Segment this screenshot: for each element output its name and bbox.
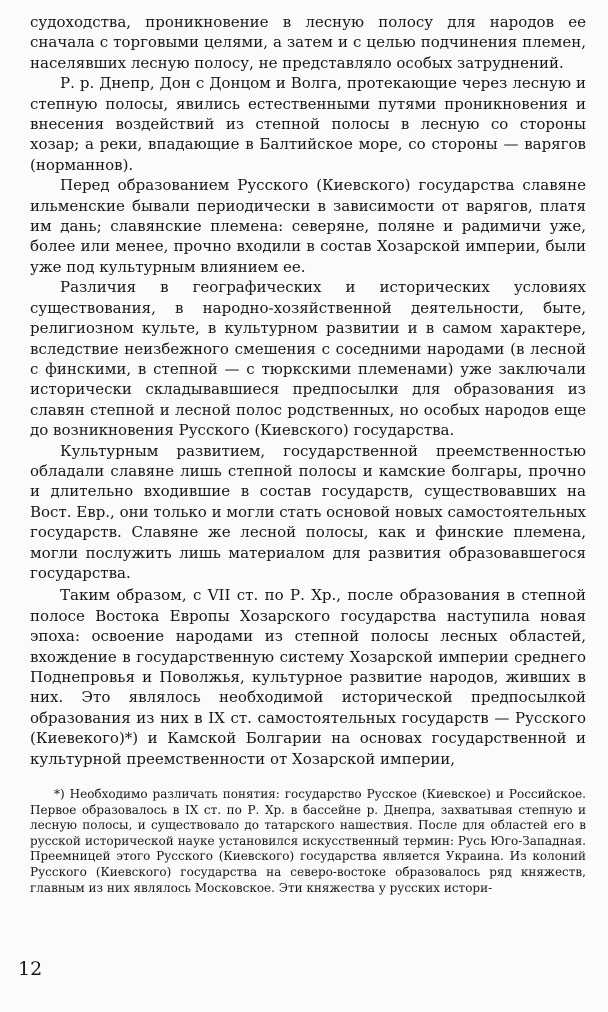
main-text (30, 12, 586, 769)
page-number: 12 (18, 958, 43, 980)
paragraph-slavs-before-state: Перед образованием Русского (Киевского) государства славяне ильменские бывали периодически в зависимости от варягов, платя им дань; славянские племена: северяне, поляне и радимичи уже, более или менее, прочно входили в состав Хозарской империи, были уже под культурным влиянием ее. (30, 176, 586, 276)
paragraph-cultural-development: Культурным развитием, государственной преемственностью обладали славяне лишь степной полосы и камские болгары, прочно и длительно входившие в состав государств, существовавших на Вост. Евр., они только и могли стать основой новых самостоятельных государств. Славяне же лесной полосы, как и финские племена, могли послужить лишь материалом для развития образовавшегося государства. (30, 441, 586, 582)
paragraph-differences: Различия в географических и исторических условиях существования, в народно-хозяйственной деятельности, быте, религиозном культе, в культурном развитии и в самом характере, вследствие неизбежного смешения с соседними народами (в лесной с финскими, в степной — с тюркскими племенами) уже заключали исторически складывавшиеся предпосылки для образования из славян степной и лесной полос родственных, но особых народов еще до возникновения Русского (Киевского) государства. (30, 278, 586, 440)
paragraph-new-epoch: Таким образом, с VII ст. по Р. Хр., после образования в степной полосе Востока Европы Хозарского государства наступила новая эпоха: освоение народами из степной полосы лесных областей, вхождение в государственную систему Хозарской империи среднего Поднепровья и Поволжья, культурное развитие народов, живших в них. Это являлось необходимой исторической предпосылкой образования из них в IX ст. самостоятельных государств — Русского (Киевекого)*) и Камской Болгарии на основах государственной и культурной преемственности от Хозарской империи, (30, 586, 586, 768)
footnote (30, 787, 586, 896)
paragraph-continuation: судоходства, проникновение в лесную полосу для народов ее сначала с торговыми целями, а затем и с целью подчинения племен, населявших лесную полосу, не представляло особых затруднений. (30, 13, 586, 72)
footnote-text: *) Необходимо различать понятия: государство Русское (Киевское) и Российское. Первое образовалось в IX ст. по Р. Хр. в бассейне р. Днепра, захватывая степную и лесную полосы, и существовало до татарского нашествия. После для областей его в русской исторической науке установился искусственный термин: Русь Юго-Западная. Преемницей этого Русского (Киевского) государства является Украина. Из колоний Русского (Киевского) государства на северо-востоке образовалось ряд княжеств, главным из них являлось Московское. Эти княжества у русских истори- (30, 787, 586, 895)
paragraph-rivers: Р. р. Днепр, Дон с Донцом и Волга, протекающие через лесную и степную полосы, явились естественными путями проникновения и внесения воздействий из степной полосы в лесную со стороны хозар; а реки, впадающие в Балтийское море, со стороны — варягов (норманнов). (30, 74, 586, 174)
